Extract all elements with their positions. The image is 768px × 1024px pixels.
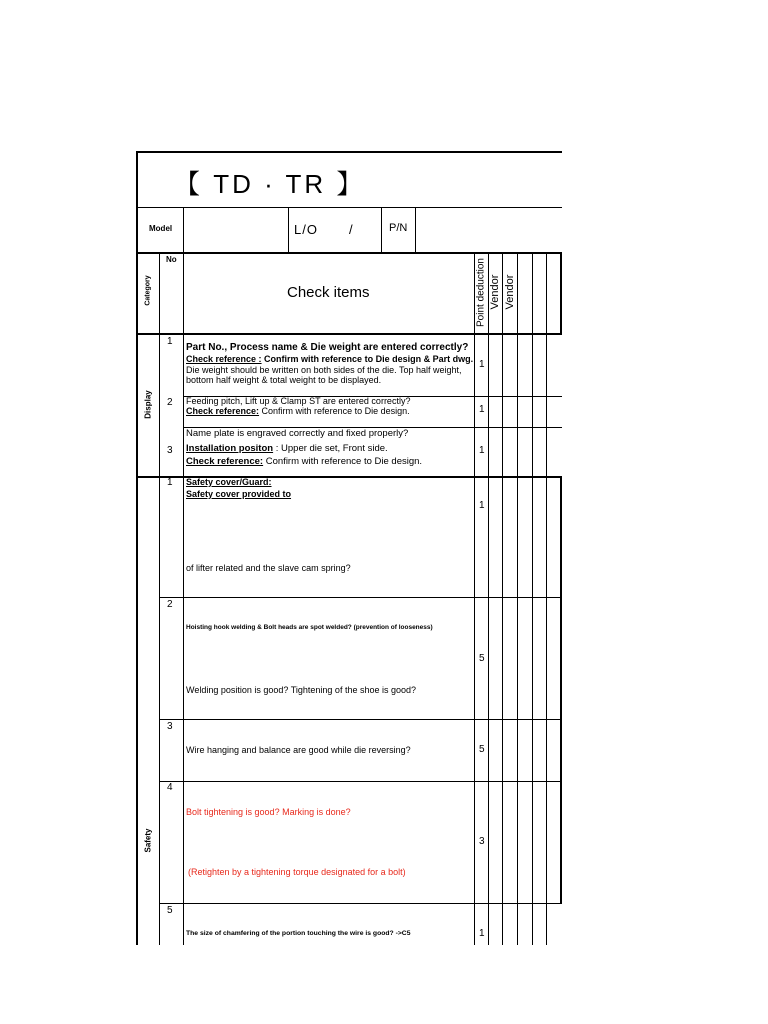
- point-value: 5: [479, 653, 485, 664]
- check-items-header: Check items: [287, 284, 370, 301]
- item-no: 1: [167, 477, 173, 488]
- item-no: 2: [167, 599, 173, 610]
- item-no: 2: [167, 397, 173, 408]
- item-no: 3: [167, 721, 173, 732]
- item-reference: Check reference: Confirm with reference to Die design.: [186, 456, 423, 467]
- point-value: 1: [479, 404, 485, 415]
- pn-label: P/N: [389, 222, 408, 234]
- document-title: 【 TD · TR 】: [174, 169, 366, 199]
- point-value: 3: [479, 836, 485, 847]
- item-text: Name plate is engraved correctly and fixed properly?: [186, 428, 409, 439]
- point-deduction-header: Point deduction: [475, 258, 487, 327]
- item-text: Wire hanging and balance are good while die reversing?: [186, 745, 411, 755]
- item-text: Bolt tightening is good? Marking is done?: [186, 807, 351, 817]
- point-value: 1: [479, 359, 485, 370]
- model-input[interactable]: [185, 209, 287, 251]
- no-header: No: [166, 255, 177, 264]
- item-text: Feeding pitch, Lift up & Clamp ST are entered correctly?: [186, 396, 411, 406]
- item-installation: Installation positon : Upper die set, Front side.: [186, 443, 388, 454]
- item-no: 1: [167, 336, 173, 347]
- category-header: Category: [144, 275, 152, 306]
- item-text: of lifter related and the slave cam spring?: [186, 563, 351, 573]
- item-text: Safety cover/Guard:: [186, 477, 272, 487]
- item-reference: Check reference : Confirm with reference to Die design & Part dwg.: [186, 354, 474, 364]
- item-text: Part No., Process name & Die weight are entered correctly?: [186, 342, 469, 353]
- category-safety: Safety: [143, 828, 153, 853]
- point-value: 1: [479, 445, 485, 456]
- item-no: 4: [167, 782, 173, 793]
- pn-input[interactable]: [417, 209, 560, 251]
- item-text: Die weight should be written on both sides of the die. Top half weight,: [186, 365, 462, 375]
- item-text: The size of chamfering of the portion touching the wire is good? ->C5: [186, 930, 411, 937]
- lo-label: L/O: [294, 222, 318, 237]
- category-display: Display: [143, 390, 153, 419]
- point-value: 5: [479, 744, 485, 755]
- item-reference: Check reference: Confirm with reference to Die design.: [186, 406, 410, 416]
- item-no: 3: [167, 445, 173, 456]
- vendor-header-1: Vendor: [489, 274, 501, 310]
- lo-slash: /: [349, 222, 353, 237]
- vendor-header-2: Vendor: [504, 274, 516, 310]
- item-no: 5: [167, 905, 173, 916]
- item-text: bottom half weight & total weight to be displayed.: [186, 375, 382, 385]
- point-value: 1: [479, 500, 485, 511]
- item-text: Welding position is good? Tightening of the shoe is good?: [186, 685, 416, 695]
- item-text: Hoisting hook welding & Bolt heads are spot welded? (prevention of looseness): [186, 624, 433, 631]
- point-value: 1: [479, 928, 485, 939]
- item-text: Safety cover provided to: [186, 489, 292, 499]
- model-label: Model: [149, 224, 173, 233]
- item-text: (Retighten by a tightening torque designated for a bolt): [188, 867, 406, 877]
